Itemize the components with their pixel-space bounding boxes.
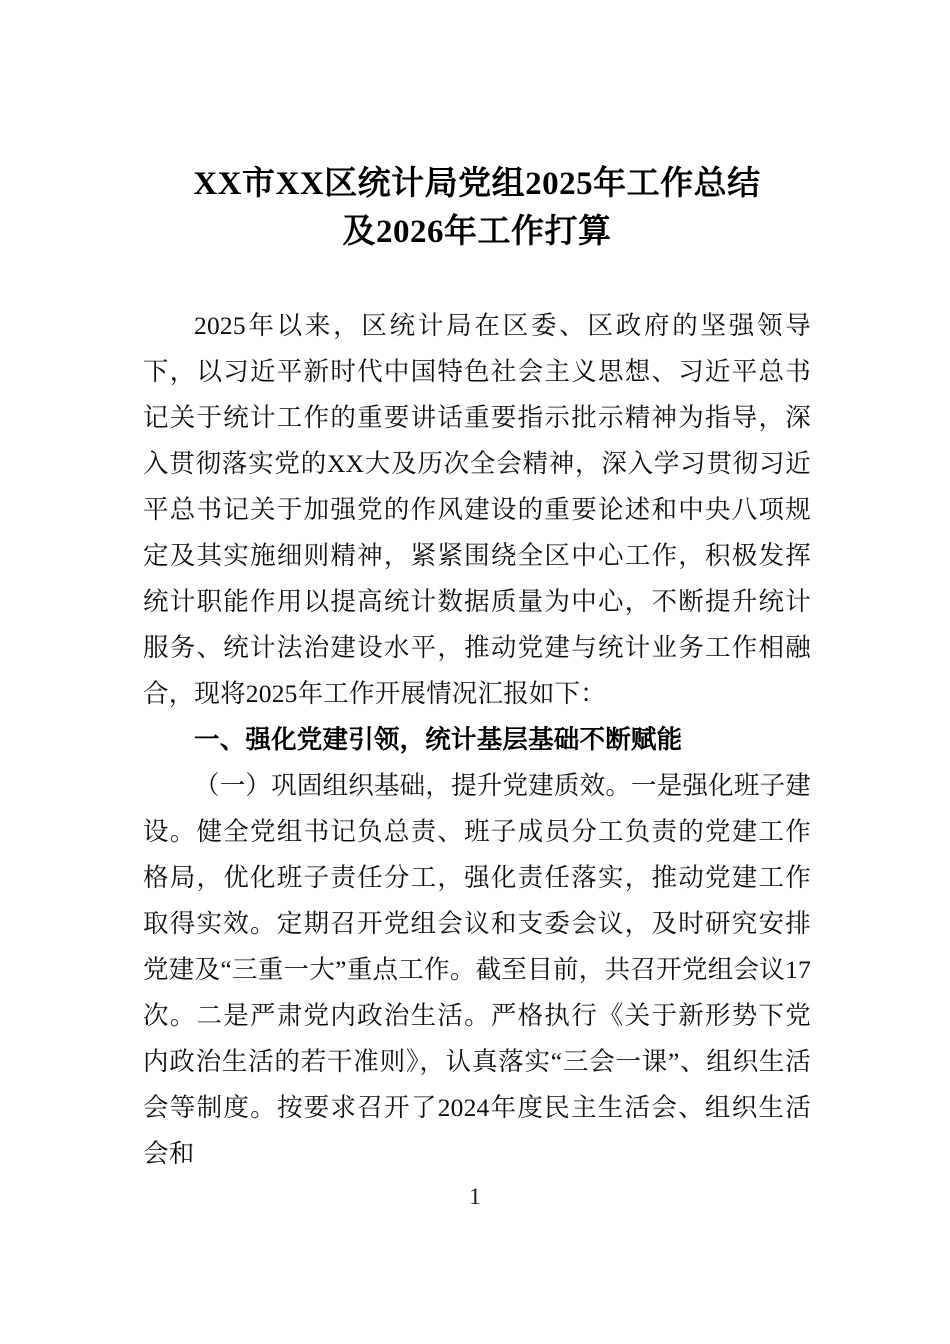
page-number: 1 bbox=[469, 1184, 481, 1209]
page-title bbox=[143, 0, 811, 256]
paragraph-section-1-body: （一）巩固组织基础，提升党建质效。一是强化班子建设。健全党组书记负总责、班子成员分工负责的党建工作格局，优化班子责任分工，强化责任落实，推动党建工作取得实效。定期召开党组会议和支委会议，及时研究安排党建及“三重一大”重点工作。截至目前，共召开党组会议17次。二是严肃党内政治生活。严格执行《关于新形势下党内政治生活的若干准则》，认真落实“三会一课”、组织生活会等制度。按要求召开了2024年度民主生活会、组织生活会和 bbox=[143, 771, 811, 1168]
page-title-line-1: XX市XX区统计局党组2025年工作总结 bbox=[193, 166, 761, 202]
page-title-line-2: 及2026年工作打算 bbox=[342, 214, 612, 250]
section-heading-1: 一、强化党建引领，统计基层基础不断赋能 bbox=[194, 726, 683, 754]
document-body bbox=[143, 0, 811, 1177]
paragraph-introduction: 2025年以来，区统计局在区委、区政府的坚强领导下，以习近平新时代中国特色社会主义思想、习近平总书记关于统计工作的重要讲话重要指示批示精神为指导，深入贯彻落实党的XX大及历次全会精神，深入学习贯彻习近平总书记关于加强党的作风建设的重要论述和中央八项规定及其实施细则精神，紧紧围绕全区中心工作，积极发挥统计职能作用以提高统计数据质量为中心，不断提升统计服务、统计法治建设水平，推动党建与统计业务工作相融合，现将2025年工作开展情况汇报如下： bbox=[143, 311, 811, 708]
